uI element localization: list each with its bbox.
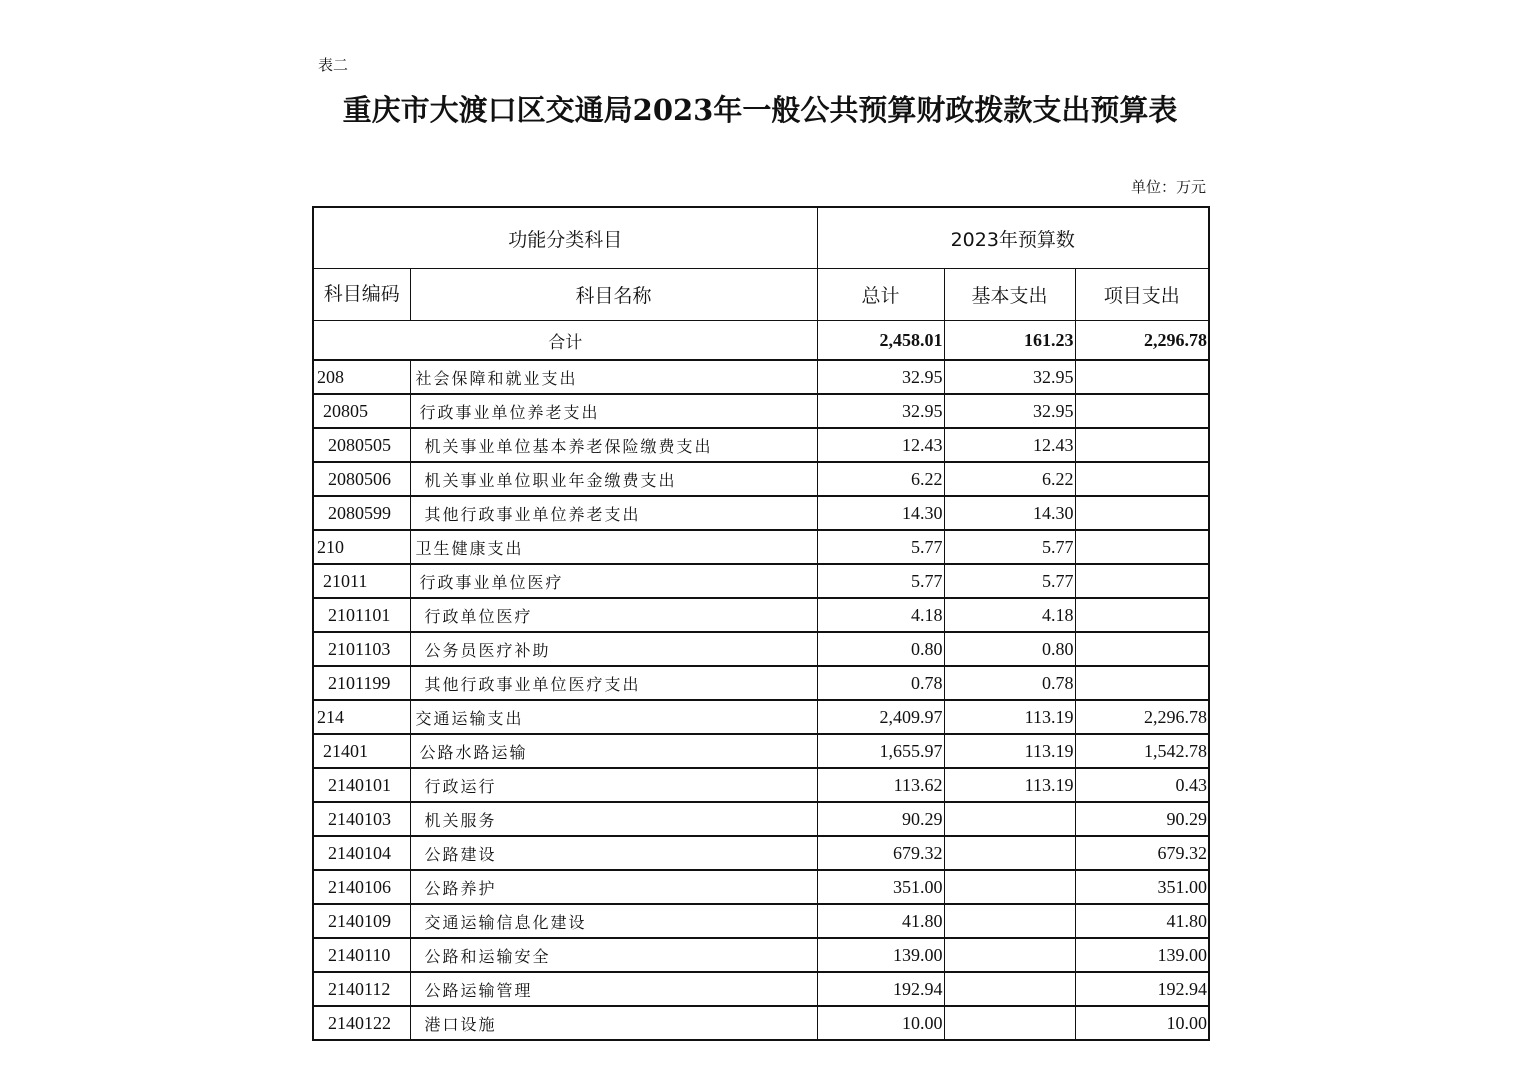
project-cell bbox=[1075, 564, 1209, 598]
total-label: 合计 bbox=[313, 321, 817, 361]
basic-cell bbox=[944, 870, 1075, 904]
name-cell: 行政运行 bbox=[410, 768, 817, 802]
header-row-group bbox=[313, 207, 1209, 269]
header-functional-classification: 功能分类科目 bbox=[313, 207, 817, 269]
table-row bbox=[313, 428, 1209, 462]
name-cell: 港口设施 bbox=[410, 1006, 817, 1040]
code-cell: 20805 bbox=[313, 394, 410, 428]
code-cell: 2101101 bbox=[313, 598, 410, 632]
total-cell: 12.43 bbox=[817, 428, 944, 462]
project-cell: 351.00 bbox=[1075, 870, 1209, 904]
unit-label: 单位：万元 bbox=[1130, 178, 1206, 196]
code-cell: 208 bbox=[313, 360, 410, 394]
table-row bbox=[313, 394, 1209, 428]
name-cell: 公路建设 bbox=[410, 836, 817, 870]
page-title: 重庆市大渡口区交通局2023年一般公共预算财政拨款支出预算表 bbox=[342, 93, 1178, 127]
header-row-columns bbox=[313, 269, 1209, 321]
header-total: 总计 bbox=[817, 269, 944, 321]
budget-table bbox=[312, 206, 1210, 1041]
total-cell: 2,409.97 bbox=[817, 700, 944, 734]
table-row bbox=[313, 904, 1209, 938]
name-cell: 卫生健康支出 bbox=[410, 530, 817, 564]
name-cell: 行政事业单位医疗 bbox=[410, 564, 817, 598]
name-cell: 机关服务 bbox=[410, 802, 817, 836]
project-cell bbox=[1075, 496, 1209, 530]
basic-cell bbox=[944, 938, 1075, 972]
code-cell: 2101199 bbox=[313, 666, 410, 700]
table-row bbox=[313, 734, 1209, 768]
project-cell bbox=[1075, 530, 1209, 564]
code-cell: 2140103 bbox=[313, 802, 410, 836]
basic-cell: 12.43 bbox=[944, 428, 1075, 462]
basic-cell: 6.22 bbox=[944, 462, 1075, 496]
project-cell: 90.29 bbox=[1075, 802, 1209, 836]
name-cell: 行政事业单位养老支出 bbox=[410, 394, 817, 428]
total-cell: 5.77 bbox=[817, 530, 944, 564]
total-cell: 6.22 bbox=[817, 462, 944, 496]
code-cell: 2140110 bbox=[313, 938, 410, 972]
basic-cell bbox=[944, 836, 1075, 870]
code-cell: 21401 bbox=[313, 734, 410, 768]
total-cell: 139.00 bbox=[817, 938, 944, 972]
table-row bbox=[313, 564, 1209, 598]
project-cell: 192.94 bbox=[1075, 972, 1209, 1006]
code-cell: 2080506 bbox=[313, 462, 410, 496]
total-cell: 32.95 bbox=[817, 360, 944, 394]
total-project: 2,296.78 bbox=[1075, 321, 1209, 361]
code-cell: 2140109 bbox=[313, 904, 410, 938]
total-cell: 1,655.97 bbox=[817, 734, 944, 768]
project-cell bbox=[1075, 394, 1209, 428]
code-cell: 2140106 bbox=[313, 870, 410, 904]
project-cell: 1,542.78 bbox=[1075, 734, 1209, 768]
header-project: 项目支出 bbox=[1075, 269, 1209, 321]
basic-cell: 5.77 bbox=[944, 530, 1075, 564]
header-basic: 基本支出 bbox=[944, 269, 1075, 321]
total-cell: 679.32 bbox=[817, 836, 944, 870]
total-cell: 5.77 bbox=[817, 564, 944, 598]
total-cell: 32.95 bbox=[817, 394, 944, 428]
basic-cell: 113.19 bbox=[944, 734, 1075, 768]
code-cell: 2140122 bbox=[313, 1006, 410, 1040]
total-row bbox=[313, 321, 1209, 361]
code-cell: 214 bbox=[313, 700, 410, 734]
table-row bbox=[313, 632, 1209, 666]
total-cell: 351.00 bbox=[817, 870, 944, 904]
total-cell: 10.00 bbox=[817, 1006, 944, 1040]
total-cell: 113.62 bbox=[817, 768, 944, 802]
total-cell: 0.80 bbox=[817, 632, 944, 666]
table-row bbox=[313, 496, 1209, 530]
name-cell: 公路和运输安全 bbox=[410, 938, 817, 972]
table-number-label: 表二 bbox=[318, 56, 349, 74]
table-row bbox=[313, 598, 1209, 632]
table-row bbox=[313, 700, 1209, 734]
basic-cell bbox=[944, 972, 1075, 1006]
basic-cell: 0.80 bbox=[944, 632, 1075, 666]
table-row bbox=[313, 666, 1209, 700]
basic-cell bbox=[944, 802, 1075, 836]
project-cell bbox=[1075, 360, 1209, 394]
table-row bbox=[313, 530, 1209, 564]
total-cell: 0.78 bbox=[817, 666, 944, 700]
project-cell bbox=[1075, 598, 1209, 632]
total-cell: 4.18 bbox=[817, 598, 944, 632]
basic-cell: 32.95 bbox=[944, 360, 1075, 394]
project-cell: 679.32 bbox=[1075, 836, 1209, 870]
total-cell: 41.80 bbox=[817, 904, 944, 938]
code-cell: 2140112 bbox=[313, 972, 410, 1006]
project-cell: 10.00 bbox=[1075, 1006, 1209, 1040]
table-row bbox=[313, 836, 1209, 870]
basic-cell: 32.95 bbox=[944, 394, 1075, 428]
basic-cell bbox=[944, 904, 1075, 938]
table-row bbox=[313, 360, 1209, 394]
basic-cell bbox=[944, 1006, 1075, 1040]
table-row bbox=[313, 972, 1209, 1006]
table-row bbox=[313, 870, 1209, 904]
table-row bbox=[313, 938, 1209, 972]
code-cell: 2140104 bbox=[313, 836, 410, 870]
table-row bbox=[313, 768, 1209, 802]
name-cell: 交通运输信息化建设 bbox=[410, 904, 817, 938]
project-cell bbox=[1075, 666, 1209, 700]
project-cell bbox=[1075, 462, 1209, 496]
project-cell: 41.80 bbox=[1075, 904, 1209, 938]
name-cell: 公路养护 bbox=[410, 870, 817, 904]
project-cell: 2,296.78 bbox=[1075, 700, 1209, 734]
code-cell: 2140101 bbox=[313, 768, 410, 802]
basic-cell: 5.77 bbox=[944, 564, 1075, 598]
name-cell: 其他行政事业单位医疗支出 bbox=[410, 666, 817, 700]
basic-cell: 14.30 bbox=[944, 496, 1075, 530]
project-cell bbox=[1075, 632, 1209, 666]
name-cell: 机关事业单位基本养老保险缴费支出 bbox=[410, 428, 817, 462]
total-basic: 161.23 bbox=[944, 321, 1075, 361]
name-cell: 社会保障和就业支出 bbox=[410, 360, 817, 394]
total-cell: 90.29 bbox=[817, 802, 944, 836]
code-cell: 21011 bbox=[313, 564, 410, 598]
code-cell: 2080599 bbox=[313, 496, 410, 530]
code-cell: 2080505 bbox=[313, 428, 410, 462]
table-row bbox=[313, 462, 1209, 496]
basic-cell: 113.19 bbox=[944, 700, 1075, 734]
header-code: 科目编码 bbox=[313, 269, 410, 321]
name-cell: 公路运输管理 bbox=[410, 972, 817, 1006]
header-budget-2023: 2023年预算数 bbox=[817, 207, 1209, 269]
code-cell: 2101103 bbox=[313, 632, 410, 666]
basic-cell: 113.19 bbox=[944, 768, 1075, 802]
table-row bbox=[313, 1006, 1209, 1040]
total-cell: 192.94 bbox=[817, 972, 944, 1006]
project-cell: 0.43 bbox=[1075, 768, 1209, 802]
basic-cell: 4.18 bbox=[944, 598, 1075, 632]
basic-cell: 0.78 bbox=[944, 666, 1075, 700]
project-cell bbox=[1075, 428, 1209, 462]
total-total: 2,458.01 bbox=[817, 321, 944, 361]
name-cell: 公务员医疗补助 bbox=[410, 632, 817, 666]
name-cell: 机关事业单位职业年金缴费支出 bbox=[410, 462, 817, 496]
project-cell: 139.00 bbox=[1075, 938, 1209, 972]
total-cell: 14.30 bbox=[817, 496, 944, 530]
table-row bbox=[313, 802, 1209, 836]
name-cell: 行政单位医疗 bbox=[410, 598, 817, 632]
name-cell: 交通运输支出 bbox=[410, 700, 817, 734]
name-cell: 其他行政事业单位养老支出 bbox=[410, 496, 817, 530]
header-name: 科目名称 bbox=[410, 269, 817, 321]
code-cell: 210 bbox=[313, 530, 410, 564]
name-cell: 公路水路运输 bbox=[410, 734, 817, 768]
